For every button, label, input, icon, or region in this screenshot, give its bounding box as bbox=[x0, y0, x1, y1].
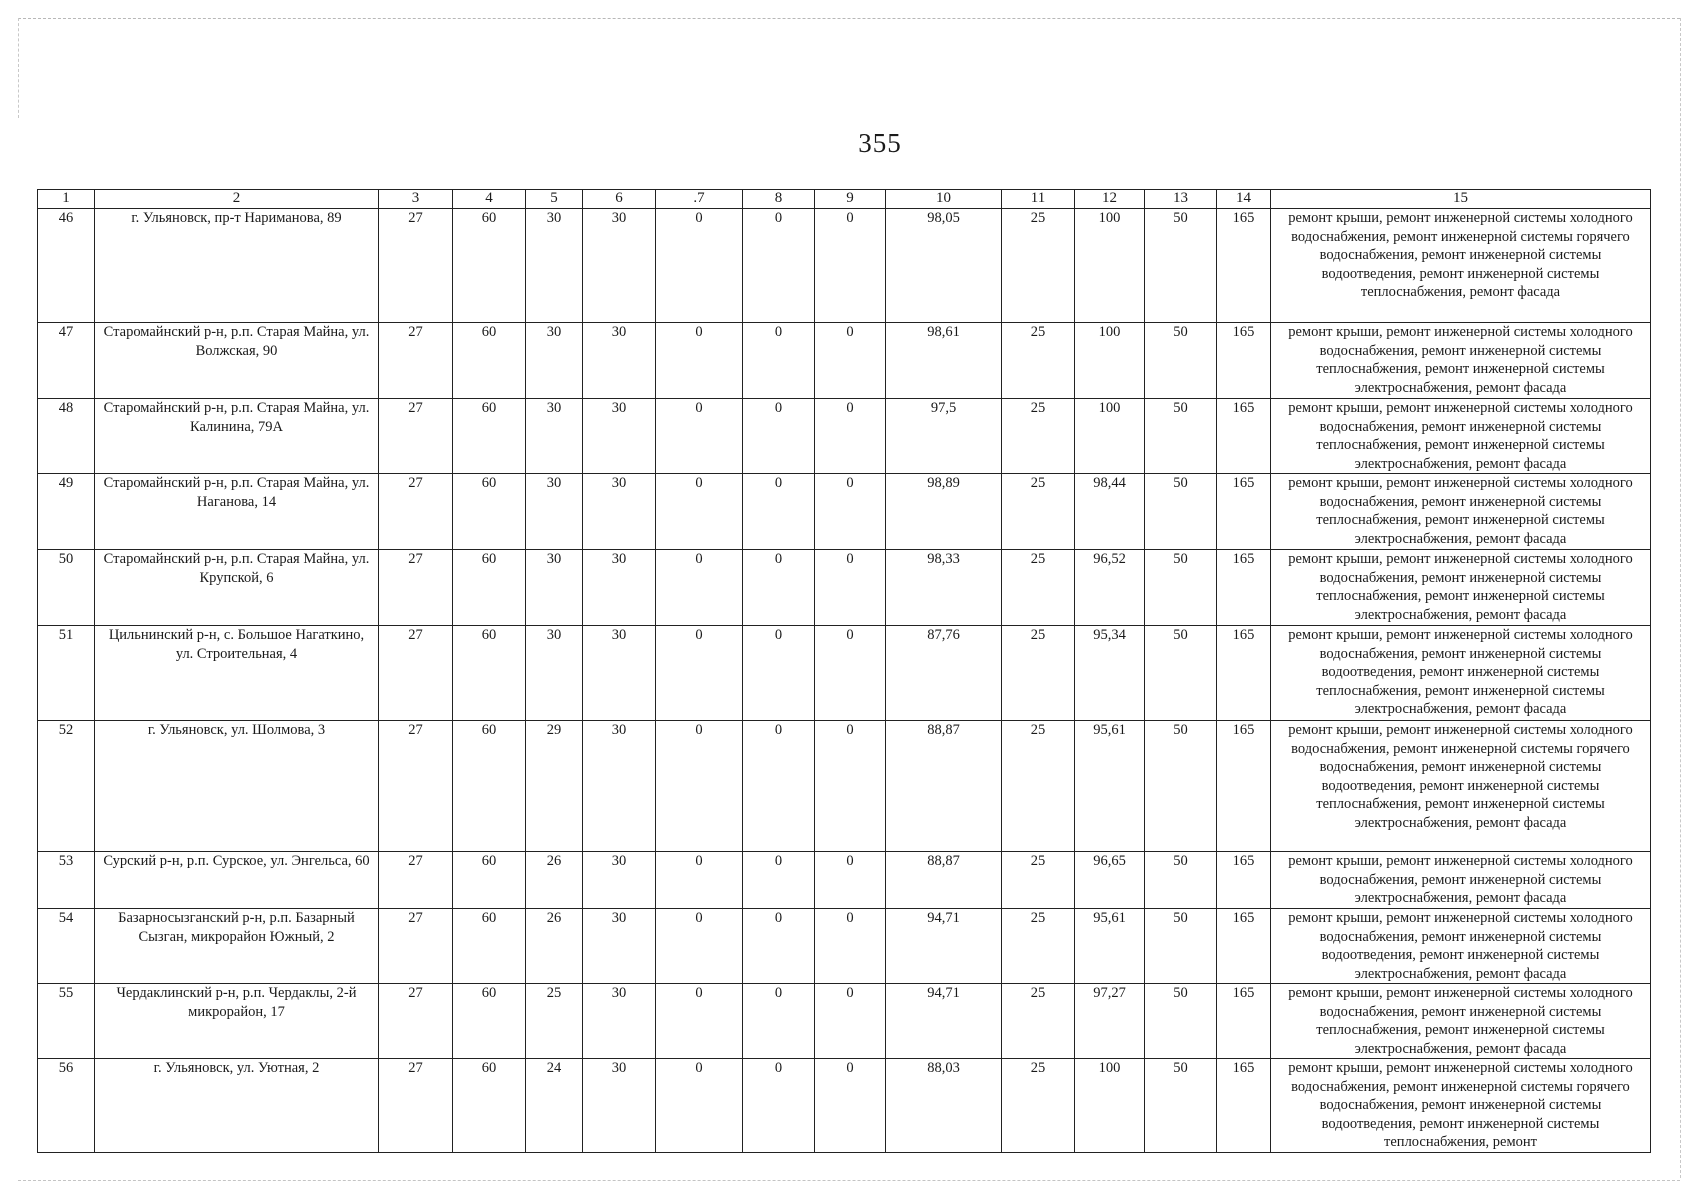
value-cell-c5: 30 bbox=[526, 209, 583, 323]
value-cell-c10: 88,87 bbox=[886, 721, 1002, 852]
value-cell-c11: 25 bbox=[1002, 474, 1075, 550]
value-cell-c5: 26 bbox=[526, 852, 583, 909]
header-cell: .7 bbox=[656, 190, 743, 209]
value-cell-c6: 30 bbox=[583, 721, 656, 852]
value-cell-c8: 0 bbox=[743, 721, 815, 852]
value-cell-c3: 27 bbox=[379, 474, 453, 550]
value-cell-c4: 60 bbox=[453, 626, 526, 721]
table-row bbox=[38, 984, 1651, 1059]
value-cell-c7: 0 bbox=[656, 626, 743, 721]
value-cell-c13: 50 bbox=[1145, 1059, 1217, 1153]
value-cell-c13: 50 bbox=[1145, 550, 1217, 626]
value-cell-c10: 94,71 bbox=[886, 909, 1002, 984]
works-list-cell: ремонт крыши, ремонт инженерной системы холодного водоснабжения, ремонт инженерной системы водоотведения, ремонт инженерной системы теплоснабжения, ремонт инженерной системы электроснабжения, ремонт фасада bbox=[1271, 626, 1651, 721]
value-cell-c3: 27 bbox=[379, 852, 453, 909]
value-cell-c4: 60 bbox=[453, 721, 526, 852]
value-cell-c4: 60 bbox=[453, 209, 526, 323]
value-cell-c5: 29 bbox=[526, 721, 583, 852]
value-cell-c9: 0 bbox=[815, 626, 886, 721]
row-number-cell: 50 bbox=[38, 550, 95, 626]
scan-edge-left bbox=[18, 18, 19, 118]
value-cell-c8: 0 bbox=[743, 474, 815, 550]
value-cell-c8: 0 bbox=[743, 399, 815, 474]
value-cell-c8: 0 bbox=[743, 1059, 815, 1153]
value-cell-c4: 60 bbox=[453, 852, 526, 909]
value-cell-c5: 26 bbox=[526, 909, 583, 984]
value-cell-c14: 165 bbox=[1217, 721, 1271, 852]
value-cell-c14: 165 bbox=[1217, 984, 1271, 1059]
value-cell-c7: 0 bbox=[656, 721, 743, 852]
works-list-cell: ремонт крыши, ремонт инженерной системы холодного водоснабжения, ремонт инженерной системы теплоснабжения, ремонт инженерной системы электроснабжения, ремонт фасада bbox=[1271, 323, 1651, 399]
table-row bbox=[38, 1059, 1651, 1153]
address-cell: Старомайнский р-н, р.п. Старая Майна, ул. Волжская, 90 bbox=[95, 323, 379, 399]
value-cell-c8: 0 bbox=[743, 323, 815, 399]
value-cell-c13: 50 bbox=[1145, 721, 1217, 852]
header-cell: 2 bbox=[95, 190, 379, 209]
address-cell: Сурский р-н, р.п. Сурское, ул. Энгельса, 60 bbox=[95, 852, 379, 909]
value-cell-c7: 0 bbox=[656, 550, 743, 626]
value-cell-c9: 0 bbox=[815, 550, 886, 626]
header-cell: 14 bbox=[1217, 190, 1271, 209]
value-cell-c14: 165 bbox=[1217, 399, 1271, 474]
scan-edge-right bbox=[1680, 18, 1681, 1178]
address-cell: г. Ульяновск, пр-т Нариманова, 89 bbox=[95, 209, 379, 323]
value-cell-c14: 165 bbox=[1217, 474, 1271, 550]
value-cell-c12: 100 bbox=[1075, 399, 1145, 474]
value-cell-c12: 95,61 bbox=[1075, 909, 1145, 984]
header-cell: 12 bbox=[1075, 190, 1145, 209]
table-row bbox=[38, 323, 1651, 399]
address-cell: Старомайнский р-н, р.п. Старая Майна, ул. Наганова, 14 bbox=[95, 474, 379, 550]
address-cell: Базарносызганский р-н, р.п. Базарный Сызган, микрорайон Южный, 2 bbox=[95, 909, 379, 984]
value-cell-c13: 50 bbox=[1145, 852, 1217, 909]
value-cell-c14: 165 bbox=[1217, 323, 1271, 399]
value-cell-c11: 25 bbox=[1002, 852, 1075, 909]
value-cell-c9: 0 bbox=[815, 209, 886, 323]
table-row bbox=[38, 209, 1651, 323]
value-cell-c4: 60 bbox=[453, 399, 526, 474]
value-cell-c5: 30 bbox=[526, 323, 583, 399]
value-cell-c10: 97,5 bbox=[886, 399, 1002, 474]
value-cell-c6: 30 bbox=[583, 626, 656, 721]
works-list-cell: ремонт крыши, ремонт инженерной системы холодного водоснабжения, ремонт инженерной системы теплоснабжения, ремонт инженерной системы электроснабжения, ремонт фасада bbox=[1271, 474, 1651, 550]
table-row bbox=[38, 721, 1651, 852]
table-row bbox=[38, 909, 1651, 984]
value-cell-c6: 30 bbox=[583, 323, 656, 399]
value-cell-c14: 165 bbox=[1217, 626, 1271, 721]
repair-register-table bbox=[37, 189, 1651, 1153]
value-cell-c10: 87,76 bbox=[886, 626, 1002, 721]
value-cell-c9: 0 bbox=[815, 1059, 886, 1153]
works-list-cell: ремонт крыши, ремонт инженерной системы холодного водоснабжения, ремонт инженерной системы электроснабжения, ремонт фасада bbox=[1271, 852, 1651, 909]
header-cell: 5 bbox=[526, 190, 583, 209]
row-number-cell: 48 bbox=[38, 399, 95, 474]
value-cell-c5: 24 bbox=[526, 1059, 583, 1153]
table-body bbox=[38, 190, 1651, 1153]
works-list-cell: ремонт крыши, ремонт инженерной системы холодного водоснабжения, ремонт инженерной системы теплоснабжения, ремонт инженерной системы электроснабжения, ремонт фасада bbox=[1271, 399, 1651, 474]
value-cell-c12: 98,44 bbox=[1075, 474, 1145, 550]
value-cell-c13: 50 bbox=[1145, 399, 1217, 474]
value-cell-c12: 95,34 bbox=[1075, 626, 1145, 721]
value-cell-c12: 100 bbox=[1075, 209, 1145, 323]
value-cell-c6: 30 bbox=[583, 209, 656, 323]
header-cell: 10 bbox=[886, 190, 1002, 209]
value-cell-c12: 97,27 bbox=[1075, 984, 1145, 1059]
value-cell-c7: 0 bbox=[656, 323, 743, 399]
value-cell-c10: 98,33 bbox=[886, 550, 1002, 626]
value-cell-c7: 0 bbox=[656, 852, 743, 909]
value-cell-c12: 100 bbox=[1075, 1059, 1145, 1153]
value-cell-c7: 0 bbox=[656, 909, 743, 984]
address-cell: Старомайнский р-н, р.п. Старая Майна, ул. Крупской, 6 bbox=[95, 550, 379, 626]
value-cell-c6: 30 bbox=[583, 909, 656, 984]
works-list-cell: ремонт крыши, ремонт инженерной системы холодного водоснабжения, ремонт инженерной системы горячего водоснабжения, ремонт инженерной системы водоотведения, ремонт инженерной системы теплоснабжения, ремонт фасада bbox=[1271, 209, 1651, 323]
value-cell-c14: 165 bbox=[1217, 852, 1271, 909]
works-list-cell: ремонт крыши, ремонт инженерной системы холодного водоснабжения, ремонт инженерной системы горячего водоснабжения, ремонт инженерной системы водоотведения, ремонт инженерной системы теплоснабжения, ремонт bbox=[1271, 1059, 1651, 1153]
value-cell-c8: 0 bbox=[743, 909, 815, 984]
value-cell-c8: 0 bbox=[743, 852, 815, 909]
value-cell-c11: 25 bbox=[1002, 209, 1075, 323]
header-cell: 9 bbox=[815, 190, 886, 209]
row-number-cell: 56 bbox=[38, 1059, 95, 1153]
row-number-cell: 49 bbox=[38, 474, 95, 550]
value-cell-c11: 25 bbox=[1002, 550, 1075, 626]
value-cell-c14: 165 bbox=[1217, 550, 1271, 626]
value-cell-c14: 165 bbox=[1217, 209, 1271, 323]
value-cell-c13: 50 bbox=[1145, 909, 1217, 984]
value-cell-c4: 60 bbox=[453, 984, 526, 1059]
table-row bbox=[38, 399, 1651, 474]
value-cell-c9: 0 bbox=[815, 399, 886, 474]
value-cell-c3: 27 bbox=[379, 399, 453, 474]
value-cell-c13: 50 bbox=[1145, 984, 1217, 1059]
page-number: 355 bbox=[858, 128, 902, 158]
header-cell: 11 bbox=[1002, 190, 1075, 209]
value-cell-c3: 27 bbox=[379, 909, 453, 984]
header-cell: 3 bbox=[379, 190, 453, 209]
value-cell-c6: 30 bbox=[583, 399, 656, 474]
value-cell-c6: 30 bbox=[583, 1059, 656, 1153]
works-list-cell: ремонт крыши, ремонт инженерной системы холодного водоснабжения, ремонт инженерной системы теплоснабжения, ремонт инженерной системы электроснабжения, ремонт фасада bbox=[1271, 550, 1651, 626]
value-cell-c11: 25 bbox=[1002, 399, 1075, 474]
works-list-cell: ремонт крыши, ремонт инженерной системы холодного водоснабжения, ремонт инженерной системы теплоснабжения, ремонт инженерной системы электроснабжения, ремонт фасада bbox=[1271, 984, 1651, 1059]
value-cell-c3: 27 bbox=[379, 721, 453, 852]
value-cell-c8: 0 bbox=[743, 984, 815, 1059]
value-cell-c3: 27 bbox=[379, 323, 453, 399]
value-cell-c11: 25 bbox=[1002, 909, 1075, 984]
value-cell-c6: 30 bbox=[583, 474, 656, 550]
value-cell-c7: 0 bbox=[656, 399, 743, 474]
value-cell-c8: 0 bbox=[743, 626, 815, 721]
header-cell: 13 bbox=[1145, 190, 1217, 209]
value-cell-c12: 96,52 bbox=[1075, 550, 1145, 626]
value-cell-c11: 25 bbox=[1002, 984, 1075, 1059]
value-cell-c3: 27 bbox=[379, 984, 453, 1059]
value-cell-c7: 0 bbox=[656, 984, 743, 1059]
header-cell: 15 bbox=[1271, 190, 1651, 209]
value-cell-c12: 100 bbox=[1075, 323, 1145, 399]
scan-edge-top bbox=[18, 18, 1680, 19]
value-cell-c3: 27 bbox=[379, 209, 453, 323]
row-number-cell: 53 bbox=[38, 852, 95, 909]
value-cell-c7: 0 bbox=[656, 209, 743, 323]
value-cell-c11: 25 bbox=[1002, 323, 1075, 399]
value-cell-c10: 94,71 bbox=[886, 984, 1002, 1059]
value-cell-c13: 50 bbox=[1145, 626, 1217, 721]
value-cell-c8: 0 bbox=[743, 550, 815, 626]
table-row bbox=[38, 626, 1651, 721]
value-cell-c5: 30 bbox=[526, 474, 583, 550]
row-number-cell: 51 bbox=[38, 626, 95, 721]
value-cell-c5: 30 bbox=[526, 550, 583, 626]
value-cell-c4: 60 bbox=[453, 1059, 526, 1153]
value-cell-c4: 60 bbox=[453, 323, 526, 399]
header-cell: 8 bbox=[743, 190, 815, 209]
row-number-cell: 47 bbox=[38, 323, 95, 399]
value-cell-c7: 0 bbox=[656, 474, 743, 550]
value-cell-c9: 0 bbox=[815, 984, 886, 1059]
table-row bbox=[38, 474, 1651, 550]
works-list-cell: ремонт крыши, ремонт инженерной системы холодного водоснабжения, ремонт инженерной системы горячего водоснабжения, ремонт инженерной системы водоотведения, ремонт инженерной системы теплоснабжения, ремонт инженерной системы электроснабжения, ремонт фасада bbox=[1271, 721, 1651, 852]
value-cell-c6: 30 bbox=[583, 550, 656, 626]
value-cell-c14: 165 bbox=[1217, 1059, 1271, 1153]
value-cell-c9: 0 bbox=[815, 852, 886, 909]
value-cell-c6: 30 bbox=[583, 984, 656, 1059]
value-cell-c4: 60 bbox=[453, 474, 526, 550]
value-cell-c10: 98,05 bbox=[886, 209, 1002, 323]
value-cell-c10: 88,03 bbox=[886, 1059, 1002, 1153]
value-cell-c12: 95,61 bbox=[1075, 721, 1145, 852]
value-cell-c9: 0 bbox=[815, 474, 886, 550]
value-cell-c10: 98,89 bbox=[886, 474, 1002, 550]
value-cell-c11: 25 bbox=[1002, 626, 1075, 721]
value-cell-c8: 0 bbox=[743, 209, 815, 323]
value-cell-c3: 27 bbox=[379, 626, 453, 721]
value-cell-c5: 30 bbox=[526, 626, 583, 721]
header-cell: 4 bbox=[453, 190, 526, 209]
value-cell-c7: 0 bbox=[656, 1059, 743, 1153]
address-cell: г. Ульяновск, ул. Уютная, 2 bbox=[95, 1059, 379, 1153]
value-cell-c4: 60 bbox=[453, 909, 526, 984]
address-cell: Цильнинский р-н, с. Большое Нагаткино, ул. Строительная, 4 bbox=[95, 626, 379, 721]
value-cell-c9: 0 bbox=[815, 721, 886, 852]
column-number-row bbox=[38, 190, 1651, 209]
value-cell-c11: 25 bbox=[1002, 721, 1075, 852]
value-cell-c9: 0 bbox=[815, 909, 886, 984]
value-cell-c13: 50 bbox=[1145, 323, 1217, 399]
works-list-cell: ремонт крыши, ремонт инженерной системы холодного водоснабжения, ремонт инженерной системы водоотведения, ремонт инженерной системы электроснабжения, ремонт фасада bbox=[1271, 909, 1651, 984]
value-cell-c10: 98,61 bbox=[886, 323, 1002, 399]
header-cell: 1 bbox=[38, 190, 95, 209]
scan-edge-bottom bbox=[18, 1180, 1680, 1181]
row-number-cell: 55 bbox=[38, 984, 95, 1059]
address-cell: Старомайнский р-н, р.п. Старая Майна, ул. Калинина, 79А bbox=[95, 399, 379, 474]
value-cell-c11: 25 bbox=[1002, 1059, 1075, 1153]
value-cell-c9: 0 bbox=[815, 323, 886, 399]
value-cell-c5: 25 bbox=[526, 984, 583, 1059]
value-cell-c14: 165 bbox=[1217, 909, 1271, 984]
row-number-cell: 52 bbox=[38, 721, 95, 852]
value-cell-c13: 50 bbox=[1145, 474, 1217, 550]
value-cell-c3: 27 bbox=[379, 550, 453, 626]
address-cell: г. Ульяновск, ул. Шолмова, 3 bbox=[95, 721, 379, 852]
value-cell-c13: 50 bbox=[1145, 209, 1217, 323]
header-cell: 6 bbox=[583, 190, 656, 209]
value-cell-c10: 88,87 bbox=[886, 852, 1002, 909]
address-cell: Чердаклинский р-н, р.п. Чердаклы, 2-й микрорайон, 17 bbox=[95, 984, 379, 1059]
value-cell-c12: 96,65 bbox=[1075, 852, 1145, 909]
row-number-cell: 54 bbox=[38, 909, 95, 984]
value-cell-c4: 60 bbox=[453, 550, 526, 626]
value-cell-c3: 27 bbox=[379, 1059, 453, 1153]
row-number-cell: 46 bbox=[38, 209, 95, 323]
value-cell-c5: 30 bbox=[526, 399, 583, 474]
table-row bbox=[38, 852, 1651, 909]
value-cell-c6: 30 bbox=[583, 852, 656, 909]
table-row bbox=[38, 550, 1651, 626]
